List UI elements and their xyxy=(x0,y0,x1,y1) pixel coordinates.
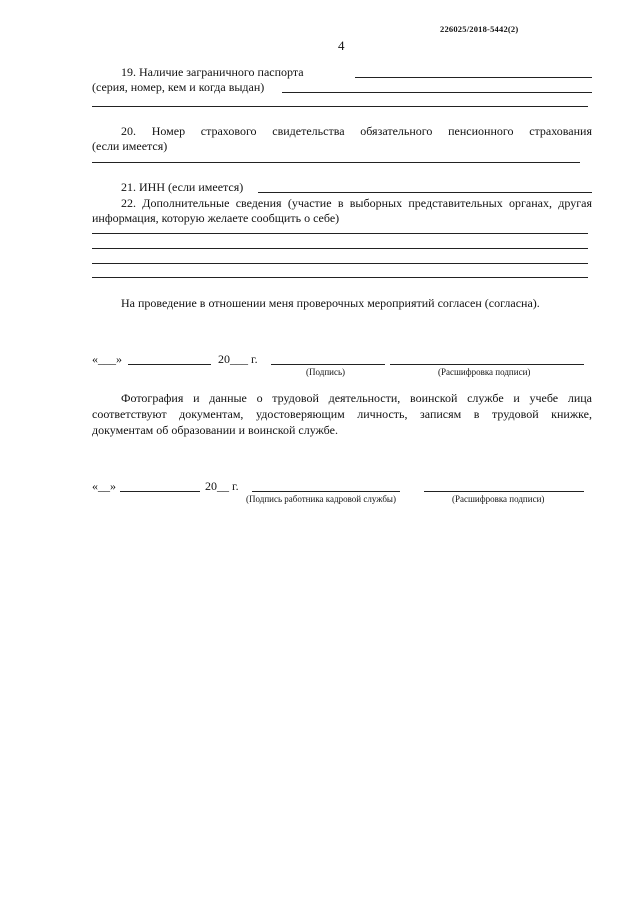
consent-statement: На проведение в отношении меня проверочных мероприятий согласен (согласна). xyxy=(121,296,540,310)
item20-input-line[interactable] xyxy=(92,162,580,163)
photo-statement-line1: Фотография и данные о трудовой деятельности, воинской службе и учебе лица xyxy=(121,391,592,405)
date2-hr-signature-line[interactable] xyxy=(252,491,400,492)
item22-line-4[interactable] xyxy=(92,277,588,278)
item22-line1: 22. Дополнительные сведения (участие в выборных представительных органах, другая xyxy=(121,196,592,210)
date1-decoding-line[interactable] xyxy=(390,364,584,365)
item19-input-line[interactable] xyxy=(355,77,592,78)
item19-extra-line[interactable] xyxy=(92,106,588,107)
item22-line-2[interactable] xyxy=(92,248,588,249)
date2-day: «__» xyxy=(92,479,116,493)
date2-decoding-line[interactable] xyxy=(424,491,584,492)
item19-subline: (серия, номер, кем и когда выдан) xyxy=(92,80,265,94)
date1-signature-line[interactable] xyxy=(271,364,385,365)
date2-month-line[interactable] xyxy=(120,491,200,492)
item22-line2: информация, которую желаете сообщить о себе) xyxy=(92,211,340,225)
date1-year: 20___ г. xyxy=(218,352,258,366)
item21-label: 21. ИНН (если имеется) xyxy=(121,180,244,194)
page-number: 4 xyxy=(338,38,345,53)
signature-caption: (Подпись) xyxy=(306,367,346,377)
item21-input-line[interactable] xyxy=(258,192,592,193)
decoding-caption-2: (Расшифровка подписи) xyxy=(452,494,545,504)
date1-day: «___» xyxy=(92,352,122,366)
date2-year: 20__ г. xyxy=(205,479,239,493)
item19-details-line[interactable] xyxy=(282,92,592,93)
item20-line1: 20. Номер страхового свидетельства обязательного пенсионного страхования xyxy=(121,124,592,138)
document-code: 226025/2018-5442(2) xyxy=(440,24,519,34)
item20-line2: (если имеется) xyxy=(92,139,168,153)
date1-month-line[interactable] xyxy=(128,364,211,365)
photo-statement-line3: документам об образовании и воинской службе. xyxy=(92,423,338,437)
item22-line-1[interactable] xyxy=(92,233,588,234)
decoding-caption-1: (Расшифровка подписи) xyxy=(438,367,531,377)
item22-line-3[interactable] xyxy=(92,263,588,264)
hr-signature-caption: (Подпись работника кадровой службы) xyxy=(246,494,396,504)
photo-statement-line2: соответствуют документам, удостоверяющим личность, записям в трудовой книжке, xyxy=(92,407,592,421)
item19-label: 19. Наличие заграничного паспорта xyxy=(121,65,304,79)
